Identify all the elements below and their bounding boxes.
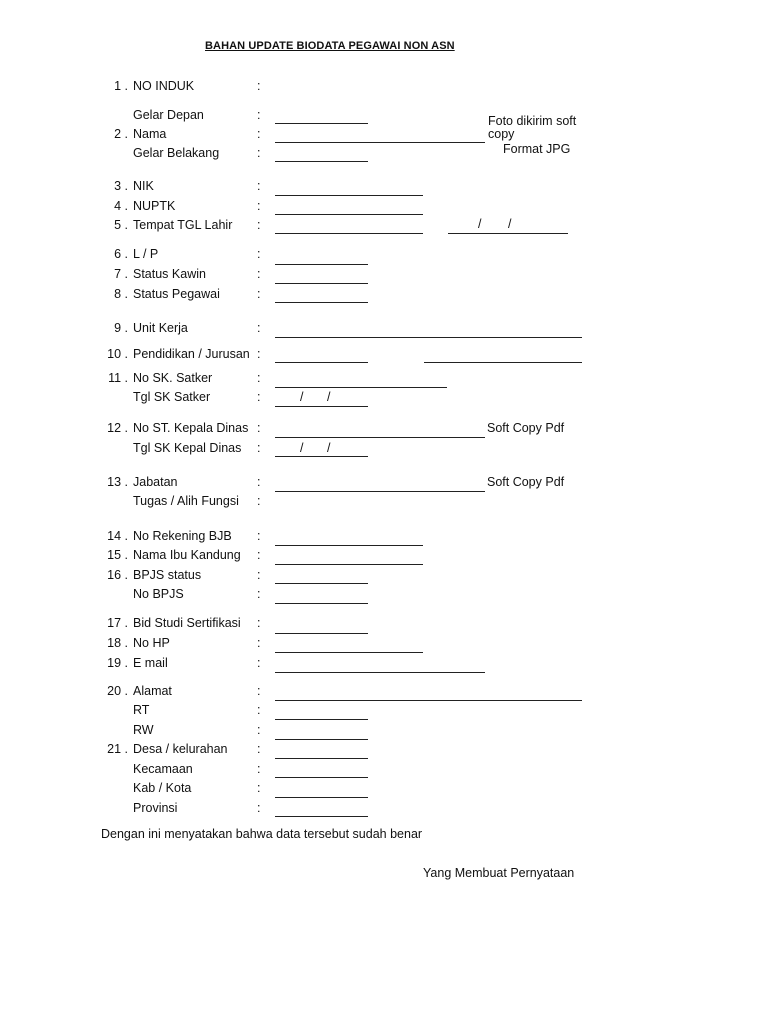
row-number: 17 . bbox=[107, 616, 128, 630]
field-label: Nama Ibu Kandung bbox=[133, 548, 241, 562]
field-colon: : bbox=[257, 127, 261, 141]
field-label: Bid Studi Sertifikasi bbox=[133, 616, 241, 630]
field-line[interactable] bbox=[275, 672, 485, 673]
row-number: 9 . bbox=[114, 321, 128, 335]
field-colon: : bbox=[257, 587, 261, 601]
field-line[interactable] bbox=[275, 777, 368, 778]
field-label: Kecamaan bbox=[133, 762, 193, 776]
field-line[interactable] bbox=[275, 123, 368, 124]
field-line[interactable] bbox=[275, 264, 368, 265]
field-colon: : bbox=[257, 179, 261, 193]
date-separator: / bbox=[300, 390, 304, 404]
date-separator: / bbox=[478, 217, 482, 231]
field-label: NUPTK bbox=[133, 199, 176, 213]
field-label: Unit Kerja bbox=[133, 321, 188, 335]
field-label: Nama bbox=[133, 127, 167, 141]
photo-note-format: Format JPG bbox=[503, 142, 571, 156]
date-separator: / bbox=[327, 390, 331, 404]
row-number: 20 . bbox=[107, 684, 128, 698]
row-number: 6 . bbox=[114, 247, 128, 261]
field-label: Gelar Depan bbox=[133, 108, 204, 122]
document-title: BAHAN UPDATE BIODATA PEGAWAI NON ASN bbox=[205, 40, 455, 52]
field-label: No ST. Kepala Dinas bbox=[133, 421, 249, 435]
field-label: Jabatan bbox=[133, 475, 178, 489]
field-label: Alamat bbox=[133, 684, 172, 698]
field-label: RW bbox=[133, 723, 154, 737]
field-line[interactable] bbox=[275, 564, 423, 565]
field-colon: : bbox=[257, 371, 261, 385]
field-line[interactable] bbox=[275, 758, 368, 759]
field-colon: : bbox=[257, 762, 261, 776]
field-label: Kab / Kota bbox=[133, 781, 192, 795]
field-line[interactable] bbox=[275, 195, 423, 196]
field-colon: : bbox=[257, 742, 261, 756]
field-line[interactable] bbox=[275, 633, 368, 634]
field-line[interactable] bbox=[275, 142, 485, 143]
field-colon: : bbox=[257, 684, 261, 698]
field-label: L / P bbox=[133, 247, 159, 261]
field-line[interactable] bbox=[275, 437, 485, 438]
field-label: BPJS status bbox=[133, 568, 202, 582]
row-number: 12 . bbox=[107, 421, 128, 435]
row-number: 10 . bbox=[107, 347, 128, 361]
date-separator: / bbox=[327, 441, 331, 455]
field-colon: : bbox=[257, 494, 261, 508]
row-number: 8 . bbox=[114, 287, 128, 301]
date-line[interactable] bbox=[275, 456, 368, 457]
row-number: 4 . bbox=[114, 199, 128, 213]
field-line[interactable] bbox=[275, 233, 423, 234]
field-colon: : bbox=[257, 79, 261, 93]
field-line[interactable] bbox=[275, 362, 368, 363]
softcopy-note: Soft Copy Pdf bbox=[487, 421, 565, 435]
row-number: 19 . bbox=[107, 656, 128, 670]
field-line[interactable] bbox=[275, 603, 368, 604]
field-line[interactable] bbox=[275, 652, 423, 653]
field-label: NO INDUK bbox=[133, 79, 195, 93]
field-label: Tgl SK Kepal Dinas bbox=[133, 441, 242, 455]
field-label: Tgl SK Satker bbox=[133, 390, 211, 404]
date-separator: / bbox=[508, 217, 512, 231]
field-label: NIK bbox=[133, 179, 154, 193]
softcopy-note: Soft Copy Pdf bbox=[487, 475, 565, 489]
row-number: 21 . bbox=[107, 742, 128, 756]
field-colon: : bbox=[257, 703, 261, 717]
row-number: 13 . bbox=[107, 475, 128, 489]
field-line[interactable] bbox=[275, 337, 582, 338]
field-line[interactable] bbox=[275, 816, 368, 817]
field-colon: : bbox=[257, 636, 261, 650]
field-line[interactable] bbox=[275, 739, 368, 740]
row-number: 1 . bbox=[114, 79, 128, 93]
field-colon: : bbox=[257, 390, 261, 404]
row-number: 14 . bbox=[107, 529, 128, 543]
field-label: Desa / kelurahan bbox=[133, 742, 228, 756]
field-line[interactable] bbox=[275, 302, 368, 303]
field-line[interactable] bbox=[275, 387, 447, 388]
field-colon: : bbox=[257, 267, 261, 281]
field-label: Gelar Belakang bbox=[133, 146, 220, 160]
field-line[interactable] bbox=[275, 797, 368, 798]
field-colon: : bbox=[257, 247, 261, 261]
field-label: No Rekening BJB bbox=[133, 529, 232, 543]
field-colon: : bbox=[257, 321, 261, 335]
field-colon: : bbox=[257, 347, 261, 361]
field-colon: : bbox=[257, 108, 261, 122]
field-colon: : bbox=[257, 475, 261, 489]
field-colon: : bbox=[257, 723, 261, 737]
field-colon: : bbox=[257, 548, 261, 562]
field-line[interactable] bbox=[275, 719, 368, 720]
row-number: 16 . bbox=[107, 568, 128, 582]
row-number: 11 . bbox=[108, 371, 128, 385]
photo-note-line2: copy bbox=[488, 127, 515, 141]
photo-note-line1: Foto dikirim soft bbox=[488, 114, 577, 128]
row-number: 5 . bbox=[114, 218, 128, 232]
field-line[interactable] bbox=[275, 583, 368, 584]
field-label: No SK. Satker bbox=[133, 371, 213, 385]
field-label: Status Kawin bbox=[133, 267, 206, 281]
field-colon: : bbox=[257, 146, 261, 160]
row-number: 18 . bbox=[107, 636, 128, 650]
field-line[interactable] bbox=[275, 283, 368, 284]
field-line[interactable] bbox=[275, 214, 423, 215]
field-colon: : bbox=[257, 421, 261, 435]
field-colon: : bbox=[257, 441, 261, 455]
row-number: 7 . bbox=[114, 267, 128, 281]
field-label: No BPJS bbox=[133, 587, 184, 601]
field-colon: : bbox=[257, 199, 261, 213]
field-label: Pendidikan / Jurusan bbox=[133, 347, 250, 361]
field-line[interactable] bbox=[275, 491, 485, 492]
field-colon: : bbox=[257, 568, 261, 582]
field-label: Tempat TGL Lahir bbox=[133, 218, 233, 232]
field-line[interactable] bbox=[275, 545, 423, 546]
row-number: 3 . bbox=[114, 179, 128, 193]
field-colon: : bbox=[257, 801, 261, 815]
field-colon: : bbox=[257, 529, 261, 543]
signature-label: Yang Membuat Pernyataan bbox=[423, 866, 575, 880]
field-label: E mail bbox=[133, 656, 168, 670]
date-separator: / bbox=[300, 441, 304, 455]
field-label: Status Pegawai bbox=[133, 287, 220, 301]
date-line[interactable] bbox=[275, 406, 368, 407]
field-colon: : bbox=[257, 218, 261, 232]
field-label: Provinsi bbox=[133, 801, 178, 815]
row-number: 2 . bbox=[114, 127, 128, 141]
field-colon: : bbox=[257, 616, 261, 630]
field-colon: : bbox=[257, 656, 261, 670]
date-line[interactable] bbox=[448, 233, 568, 234]
field-line[interactable] bbox=[424, 362, 582, 363]
field-colon: : bbox=[257, 781, 261, 795]
field-line[interactable] bbox=[275, 700, 582, 701]
field-line[interactable] bbox=[275, 161, 368, 162]
row-number: 15 . bbox=[107, 548, 128, 562]
field-colon: : bbox=[257, 287, 261, 301]
field-label: No HP bbox=[133, 636, 170, 650]
field-label: Tugas / Alih Fungsi bbox=[133, 494, 239, 508]
field-label: RT bbox=[133, 703, 150, 717]
statement-text: Dengan ini menyatakan bahwa data tersebut sudah benar bbox=[101, 827, 423, 841]
